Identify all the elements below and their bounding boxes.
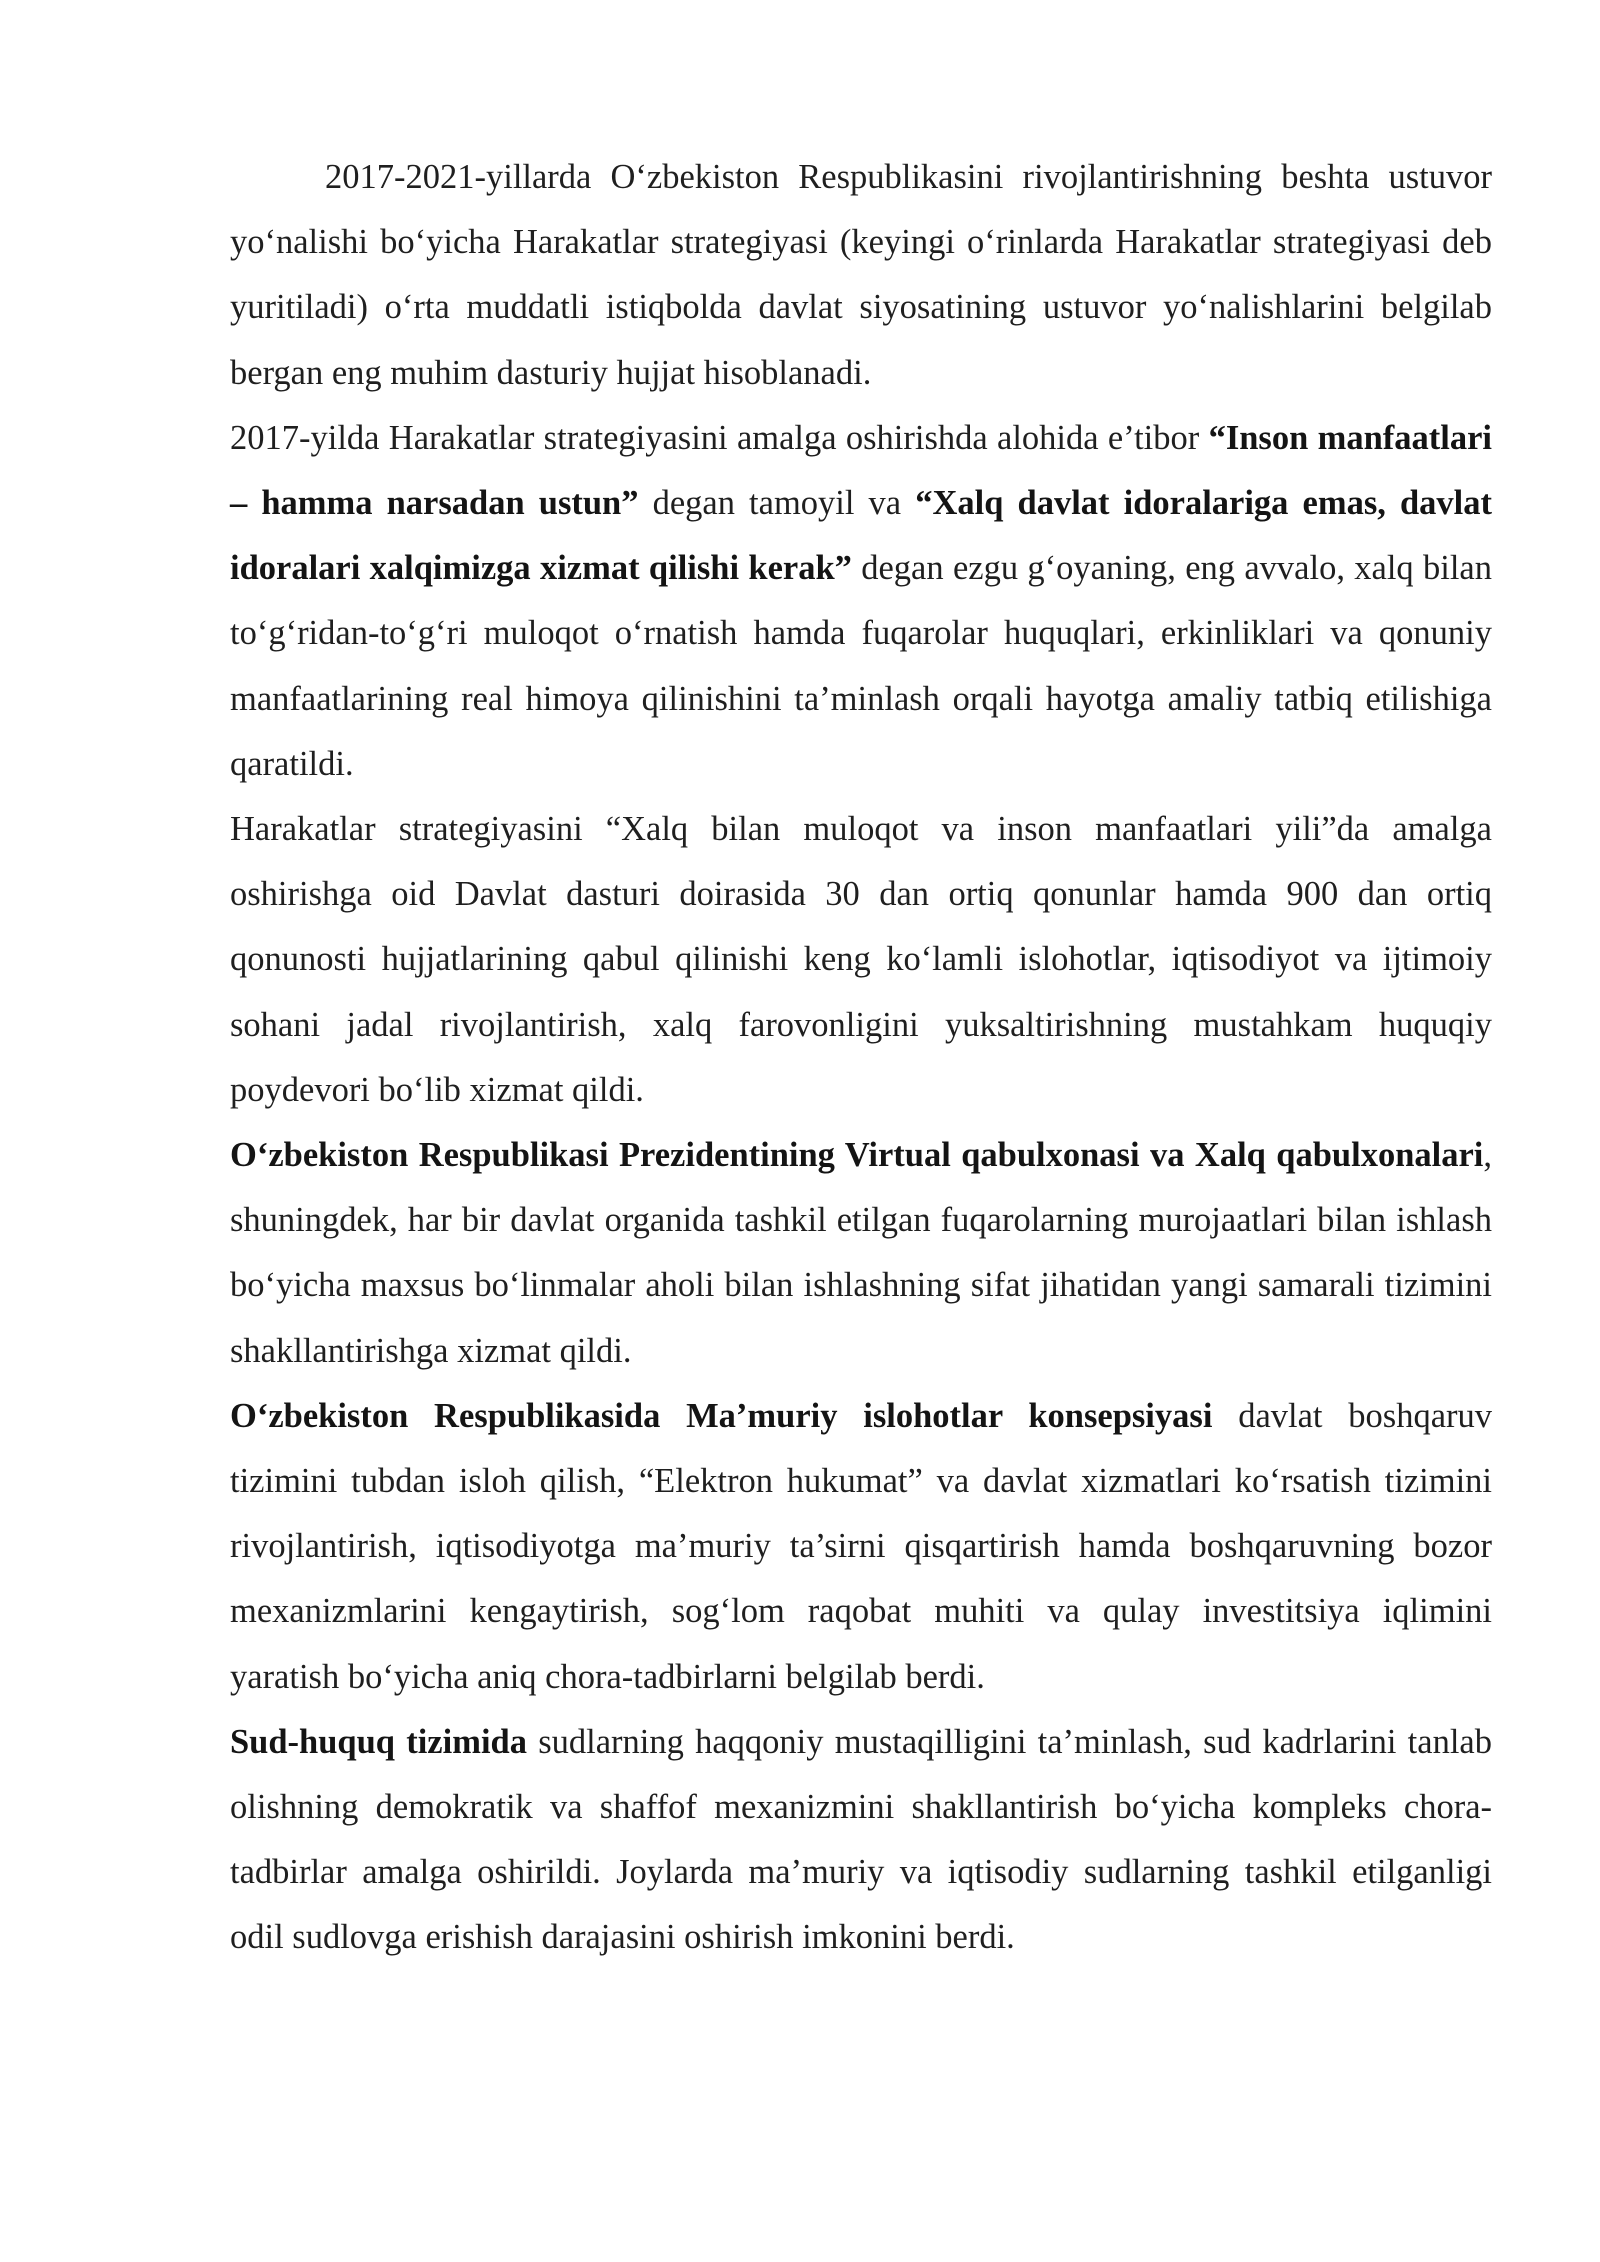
term-sud-huquq-tizimi: Sud-huquq tizimida xyxy=(230,1722,527,1761)
term-mamuriy-islohotlar: O‘zbekiston Respublikasida Ma’muriy islohotlar konsepsiyasi xyxy=(230,1396,1213,1435)
term-virtual-qabulxona: O‘zbekiston Respublikasi Prezidentining Virtual qabulxonasi va Xalq qabulxonalari xyxy=(230,1136,1484,1175)
paragraph-3-text: Harakatlar strategiyasini “Xalq bilan muloqot va inson manfaatlari yili”da amalga oshirishga oid Davlat dasturi doirasida 30 dan ortiq qonunlar hamda 900 dan ortiq qonunosti hujjatlarining qabul qilinishi keng ko‘lamli islohotlar, iqtisodiyot va ijtimoiy sohani jadal rivojlantirish, xalq farovonligini yuksaltirishning mustahkam huquqiy poydevori bo‘lib xizmat qildi. xyxy=(230,810,1492,1109)
paragraph-administrative-reform xyxy=(230,1384,1492,1710)
paragraph-4-text: , shuningdek, har bir davlat organida tashkil etilgan fuqarolarning murojaatlari bilan ishlash bo‘yicha maxsus bo‘linmalar aholi bilan ishlashning sifat jihatidan yangi samarali tizimini shakllantirishga xizmat qildi. xyxy=(230,1136,1492,1370)
paragraph-strategy-intro xyxy=(230,145,1492,406)
document-body xyxy=(230,145,1492,1971)
paragraph-state-programme xyxy=(230,797,1492,1123)
paragraph-judicial-system xyxy=(230,1710,1492,1971)
paragraph-1-text: 2017-2021-yillarda O‘zbekiston Respublikasini rivojlantirishning beshta ustuvor yo‘nalishi bo‘yicha Harakatlar strategiyasi (keyingi o‘rinlarda Harakatlar strategiyasi deb yuritiladi) o‘rta muddatli istiqbolda davlat siyosatining ustuvor yo‘nalishlarini belgilab bergan eng muhim dasturiy hujjat hisoblanadi. xyxy=(230,158,1492,392)
paragraph-virtual-reception xyxy=(230,1123,1492,1384)
paragraph-2-text-1: 2017-yilda Harakatlar strategiyasini amalga oshirishda alohida e’tibor xyxy=(230,418,1209,457)
quote-inson-manfaatlari: “Inson manfaatlari – hamma narsadan ustun” xyxy=(230,418,1492,523)
paragraph-2017-implementation xyxy=(230,406,1492,797)
paragraph-6-text: sudlarning haqqoniy mustaqilligini ta’minlash, sud kadrlarini tanlab olishning demokratik va shaffof mexanizmini shakllantirish bo‘yicha kompleks chora-tadbirlar amalga oshirildi. Joylarda ma’muriy va iqtisodiy sudlarning tashkil etilganligi odil sudlovga erishish darajasini oshirish imkonini berdi. xyxy=(230,1722,1492,1957)
quote-xalq-davlat-idoralariga: “Xalq davlat idoralariga emas, davlat idoralari xalqimizga xizmat qilishi kerak” xyxy=(230,484,1492,588)
paragraph-2-text-2: degan tamoyil va xyxy=(638,484,916,523)
paragraph-2-text-3: degan ezgu g‘oyaning, eng avvalo, xalq bilan to‘g‘ridan-to‘g‘ri muloqot o‘rnatish hamda fuqarolar huquqlari, erkinliklari va qonuniy manfaatlarining real himoya qilinishini ta’minlash orqali hayotga amaliy tatbiq etilishiga qaratildi. xyxy=(230,549,1492,783)
paragraph-5-text: davlat boshqaruv tizimini tubdan isloh qilish, “Elektron hukumat” va davlat xizmatlari ko‘rsatish tizimini rivojlantirish, iqtisodiyotga ma’muriy ta’sirni qisqartirish hamda boshqaruvning bozor mexanizmlarini kengaytirish, sog‘lom raqobat muhiti va qulay investitsiya iqlimini yaratish bo‘yicha aniq chora-tadbirlarni belgilab berdi. xyxy=(230,1396,1492,1696)
